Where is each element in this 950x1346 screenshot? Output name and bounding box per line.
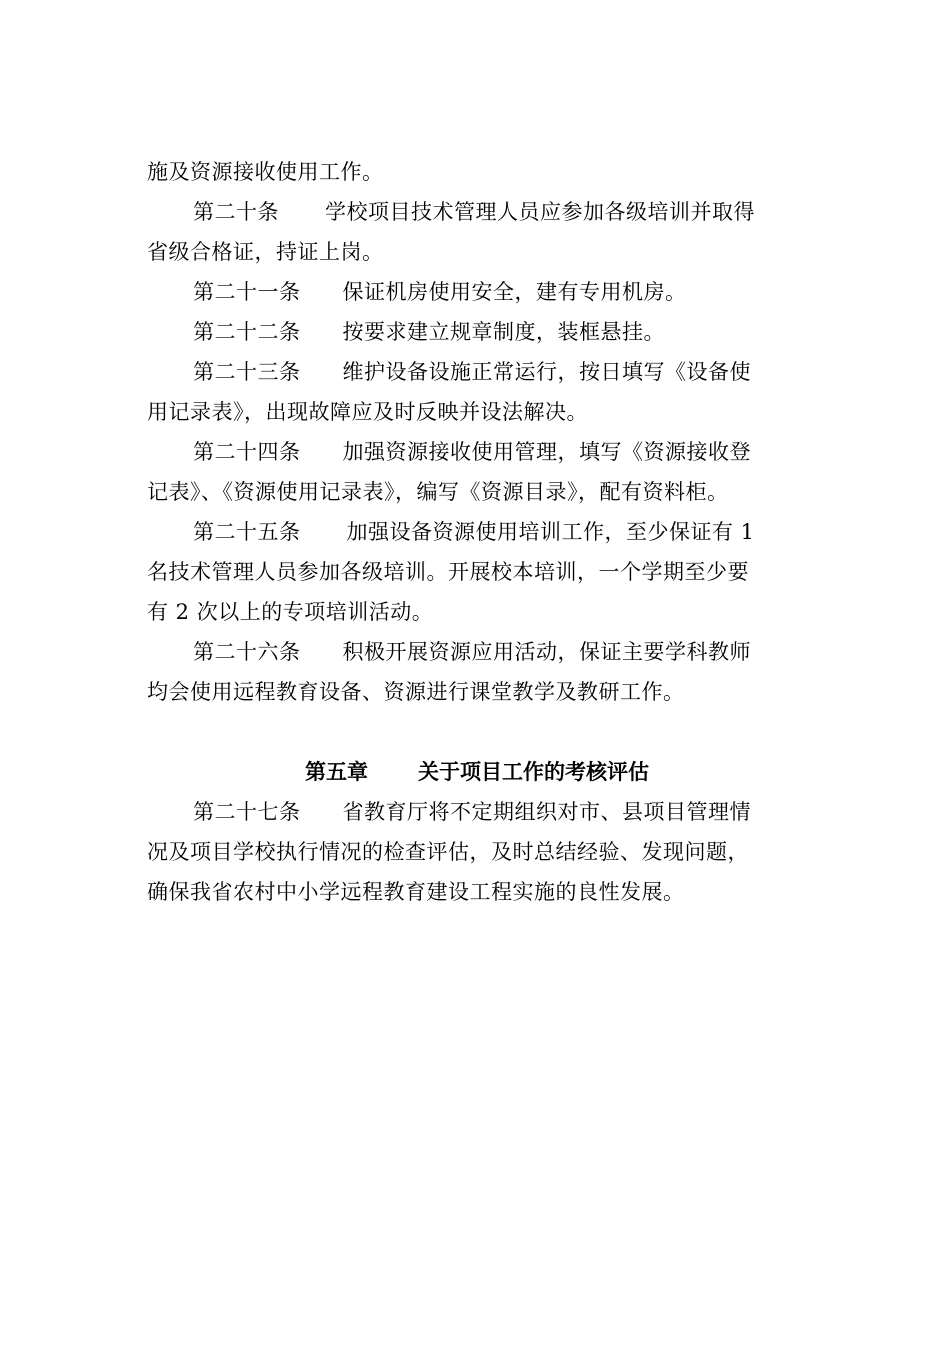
paragraph-text: 施及资源接收使用工作。 (147, 160, 384, 184)
article-label: 第二十六条 (193, 640, 301, 664)
article-text: 按要求建立规章制度，装框悬挂。 (342, 320, 665, 344)
paragraph-line (147, 392, 807, 432)
paragraph-text: 有 2 次以上的专项培训活动。 (147, 600, 434, 624)
paragraph-text: 均会使用远程教育设备、资源进行课堂教学及教研工作。 (147, 680, 685, 704)
paragraph-text: 确保我省农村中小学远程教育建设工程实施的良性发展。 (147, 880, 685, 904)
article-23 (147, 352, 807, 392)
paragraph-text: 名技术管理人员参加各级培训。开展校本培训，一个学期至少要 (147, 560, 749, 584)
chapter-label: 第五章 (305, 760, 368, 784)
paragraph-line (147, 472, 807, 512)
document-body (147, 152, 807, 912)
article-text: 省教育厅将不定期组织对市、县项目管理情 (342, 800, 751, 824)
paragraph-line (147, 232, 807, 272)
spacer (147, 712, 807, 752)
article-25 (147, 512, 807, 552)
article-20 (147, 192, 807, 232)
article-21 (147, 272, 807, 312)
article-22 (147, 312, 807, 352)
paragraph-text: 记表》、《资源使用记录表》，编写《资源目录》，配有资料柜。 (147, 480, 729, 504)
article-label: 第二十三条 (193, 360, 301, 384)
paragraph-text: 省级合格证，持证上岗。 (147, 240, 384, 264)
article-24 (147, 432, 807, 472)
article-label: 第二十条 (193, 200, 279, 224)
paragraph-line (147, 672, 807, 712)
article-label: 第二十四条 (193, 440, 301, 464)
article-label: 第二十七条 (193, 800, 301, 824)
article-26 (147, 632, 807, 672)
paragraph-line (147, 872, 807, 912)
article-text: 加强设备资源使用培训工作，至少保证有 1 (346, 520, 755, 544)
article-label: 第二十二条 (193, 320, 301, 344)
article-text: 加强资源接收使用管理，填写《资源接收登 (342, 440, 751, 464)
article-label: 第二十五条 (193, 520, 301, 544)
article-27 (147, 792, 807, 832)
paragraph-text: 用记录表》，出现故障应及时反映并设法解决。 (147, 400, 588, 424)
article-text: 积极开展资源应用活动，保证主要学科教师 (342, 640, 751, 664)
paragraph-line (147, 832, 807, 872)
chapter-heading (147, 752, 807, 792)
paragraph-text: 况及项目学校执行情况的检查评估，及时总结经验、发现问题， (147, 840, 749, 864)
paragraph-line (147, 592, 807, 632)
article-text: 保证机房使用安全，建有专用机房。 (342, 280, 687, 304)
article-text: 维护设备设施正常运行，按日填写《设备使 (342, 360, 751, 384)
article-text: 学校项目技术管理人员应参加各级培训并取得 (325, 200, 755, 224)
paragraph-line (147, 152, 807, 192)
paragraph-line (147, 552, 807, 592)
article-label: 第二十一条 (193, 280, 301, 304)
chapter-title: 关于项目工作的考核评估 (418, 760, 649, 784)
